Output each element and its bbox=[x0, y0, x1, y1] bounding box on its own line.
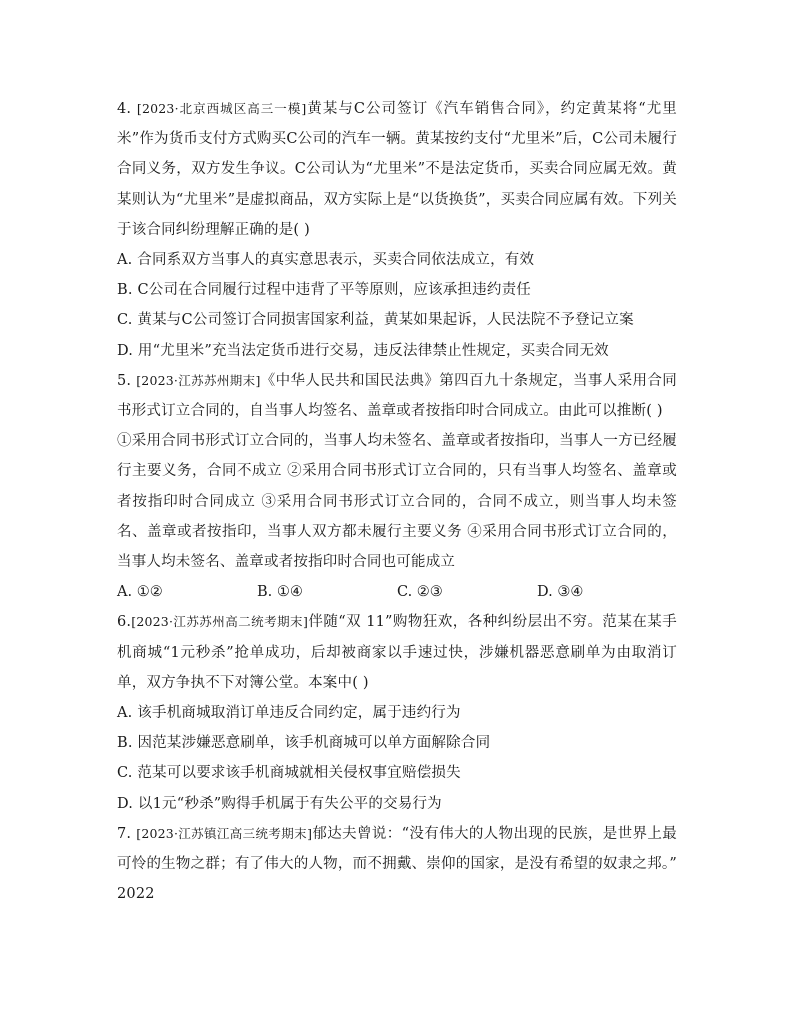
question-number: 7. bbox=[117, 825, 132, 842]
question-source: [2023·江苏镇江高三统考期末] bbox=[136, 825, 313, 841]
choice-c: C. ②③ bbox=[397, 584, 443, 601]
question-list bbox=[117, 94, 677, 909]
choice-b: B. ①④ bbox=[257, 584, 303, 601]
option-d: D. 以1元“秒杀”购得手机属于有失公平的交易行为 bbox=[117, 795, 442, 812]
question-source: [2023·江苏苏州期末] bbox=[136, 372, 261, 388]
question-7 bbox=[117, 819, 677, 910]
question-6 bbox=[117, 607, 677, 818]
question-stem: 郁达夫曾说：“没有伟大的人物出现的民族，是世界上最可怜的生物之群；有了伟大的人物，而不拥戴、崇仰的国家，是没有希望的奴隶之邦。” 2022 bbox=[117, 825, 677, 903]
question-stem: 《中华人民共和国民法典》第四百九十条规定，当事人采用合同书形式订立合同的，自当事人均签名、盖章或者按指印时合同成立。由此可以推断( ) bbox=[117, 372, 677, 420]
question-number: 4. bbox=[117, 101, 132, 117]
question-stem: 黄某与C公司签订《汽车销售合同》，约定黄某将“尤里米”作为货币支付方式购买C公司的汽车一辆。黄某按约支付“尤里米”后，C公司未履行合同义务，双方发生争议。C公司认为“尤里米”不是法定货币，买卖合同应属无效。黄某则认为“尤里米”是虚拟商品，双方实际上是“以货换货”，买卖合同应属有效。下列关于该合同纠纷理解正确的是( ) bbox=[117, 101, 677, 238]
option-a: A. 该手机商城取消订单违反合同约定，属于违约行为 bbox=[117, 705, 461, 722]
option-b: B. 因范某涉嫌恶意刷单，该手机商城可以单方面解除合同 bbox=[117, 735, 491, 752]
option-d: D. 用“尤里米”充当法定货币进行交易，违反法律禁止性规定，买卖合同无效 bbox=[117, 342, 609, 359]
option-c: C. 黄某与C公司签订合同损害国家利益，黄某如果起诉，人民法院不予登记立案 bbox=[117, 312, 634, 329]
question-stem: 伴随“双 11”购物狂欢，各种纠纷层出不穷。范某在某手机商城“1元秒杀”抢单成功，后却被商家以手速过快，涉嫌机器恶意刷单为由取消订单，双方争执不下对簿公堂。本案中( ) bbox=[117, 614, 677, 691]
question-4 bbox=[117, 94, 677, 366]
choice-d: D. ③④ bbox=[537, 584, 584, 601]
option-b: B. C公司在合同履行过程中违背了平等原则，应该承担违约责任 bbox=[117, 282, 531, 299]
question-source: [2023·江苏苏州高二统考期末] bbox=[131, 614, 309, 630]
question-source: [2023·北京西城区高三一模] bbox=[136, 101, 307, 116]
question-5 bbox=[117, 366, 677, 608]
question-number: 6. bbox=[117, 614, 132, 631]
option-a: A. 合同系双方当事人的真实意思表示，买卖合同依法成立，有效 bbox=[117, 252, 535, 269]
option-c: C. 范某可以要求该手机商城就相关侵权事宜赔偿损失 bbox=[117, 765, 461, 782]
question-number: 5. bbox=[117, 372, 132, 389]
choice-a: A. ①② bbox=[117, 584, 163, 601]
question-statements: ①采用合同书形式订立合同的，当事人均未签名、盖章或者按指印，当事人一方已经履行主要义务，合同不成立 ②采用合同书形式订立合同的，只有当事人均签名、盖章或者按指印时合同成立 ③采用合同书形式订立合同的，合同不成立，则当事人均未签名、盖章或者按指印，当事人双方都未履行主要义务 ④采用合同书形式订立合同的，当事人均未签名、盖章或者按指印时合同也可能成立 bbox=[117, 433, 677, 571]
answer-choices bbox=[117, 577, 677, 607]
